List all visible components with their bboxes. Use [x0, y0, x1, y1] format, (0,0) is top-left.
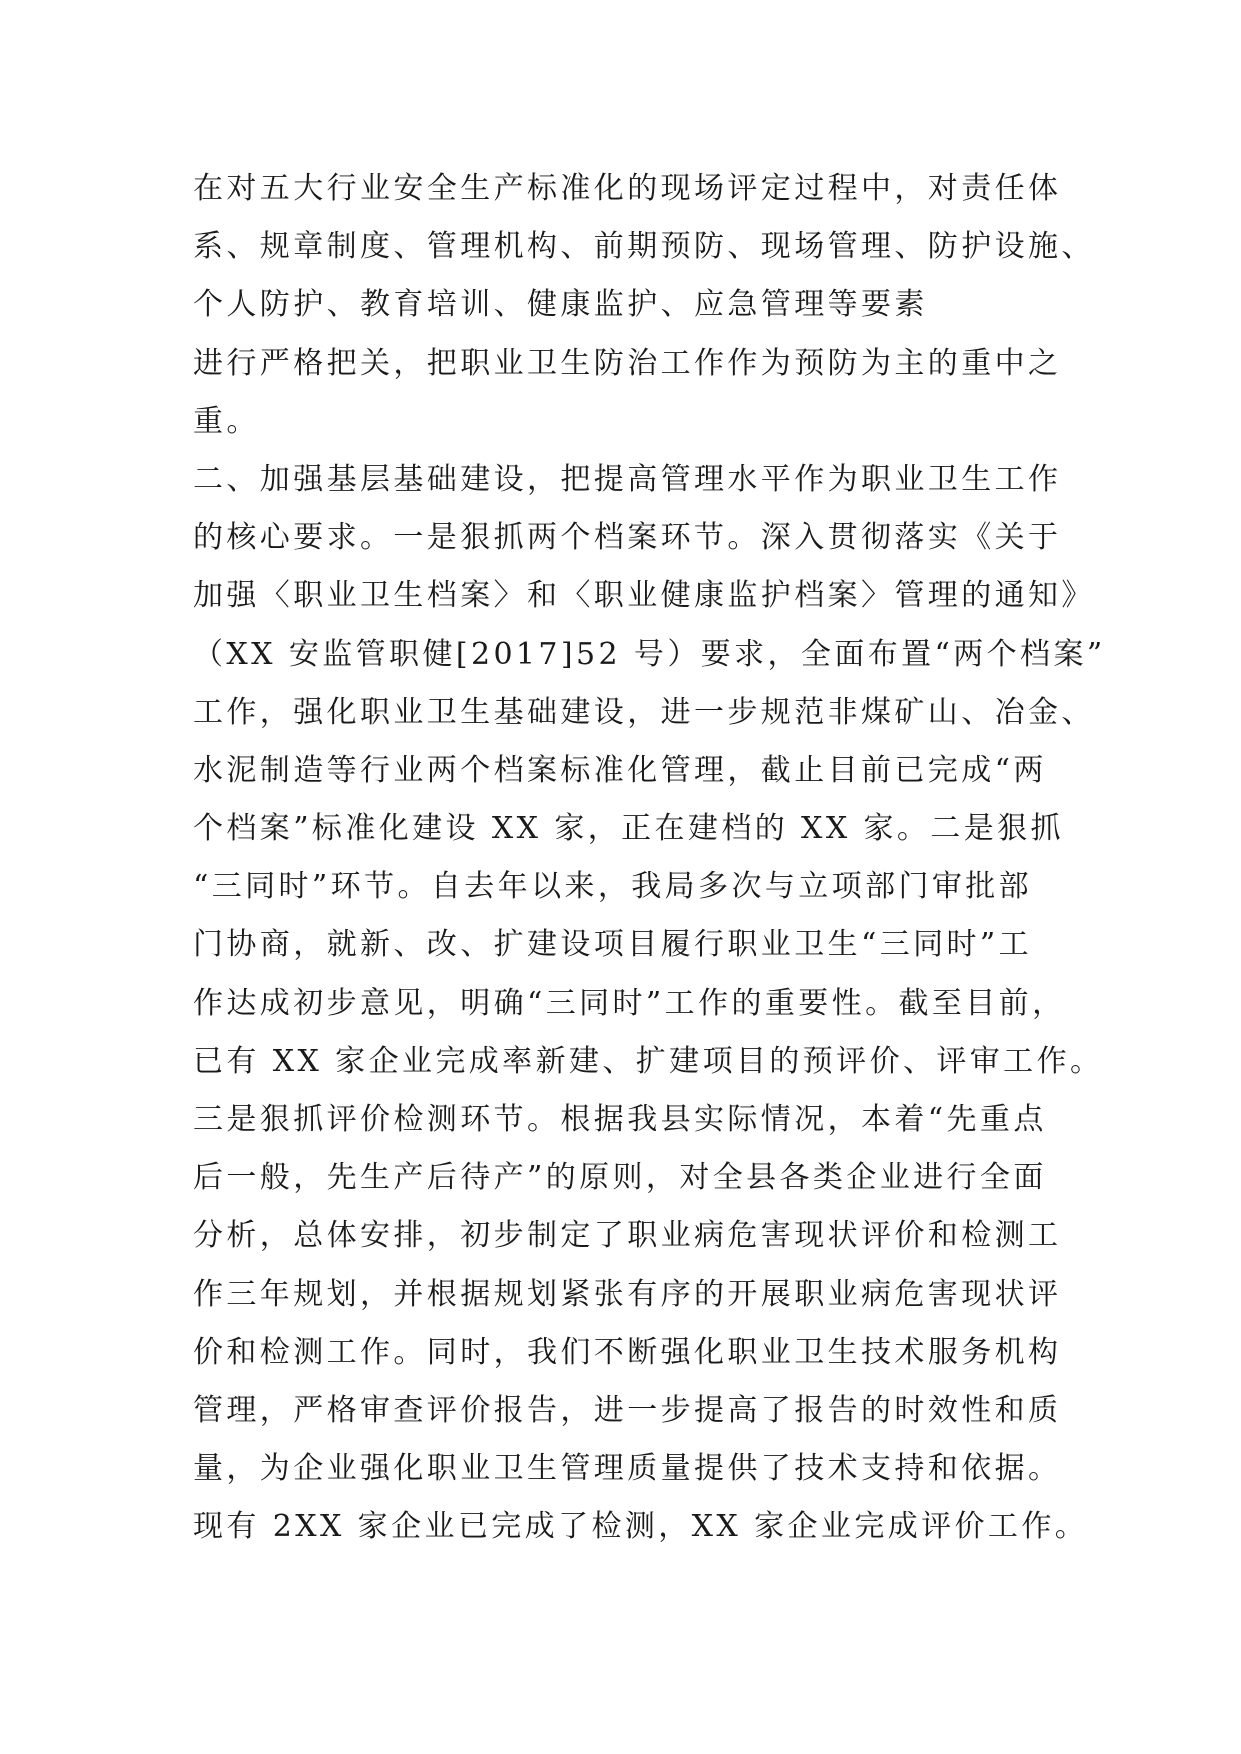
text-line: 作达成初步意见，明确“三同时”工作的重要性。截至目前，	[193, 985, 1066, 1021]
text-line: 作三年规划，并根据规划紧张有序的开展职业病危害现状评	[193, 1276, 1062, 1312]
text-line: （XX 安监管职健[2017]52 号）要求，全面布置“两个档案”	[193, 636, 1106, 672]
text-line: 重。	[193, 403, 260, 439]
text-line: 后一般，先生产后待产”的原则，对全县各类企业进行全面	[193, 1160, 1047, 1196]
text-line: 现有 2XX 家企业已完成了检测，XX 家企业完成评价工作。	[193, 1509, 1089, 1545]
text-line: 量，为企业强化职业卫生管理质量提供了技术支持和依据。	[193, 1451, 1062, 1487]
text-line: “三同时”环节。自去年以来，我局多次与立项部门审批部	[193, 869, 1033, 905]
text-line: 价和检测工作。同时，我们不断强化职业卫生技术服务机构	[193, 1334, 1062, 1370]
text-line: 门协商，就新、改、扩建设项目履行职业卫生“三同时”工	[193, 927, 1033, 963]
text-line: 的核心要求。一是狠抓两个档案环节。深入贯彻落实《关于	[193, 520, 1062, 556]
text-line: 个档案”标准化建设 XX 家，正在建档的 XX 家。二是狠抓	[193, 811, 1064, 847]
text-line: 工作，强化职业卫生基础建设，进一步规范非煤矿山、冶金、	[193, 694, 1095, 730]
text-line: 已有 XX 家企业完成率新建、扩建项目的预评价、评审工作。	[193, 1043, 1104, 1079]
text-line: 二、加强基层基础建设，把提高管理水平作为职业卫生工作	[193, 461, 1062, 497]
text-line: 三是狠抓评价检测环节。根据我县实际情况，本着“先重点	[193, 1102, 1047, 1137]
body-text	[193, 160, 1106, 1557]
text-line: 进行严格把关，把职业卫生防治工作作为预防为主的重中之	[193, 345, 1062, 381]
text-line: 水泥制造等行业两个档案标准化管理，截止目前已完成“两	[193, 752, 1047, 788]
text-line: 系、规章制度、管理机构、前期预防、现场管理、防护设施、	[193, 229, 1095, 265]
text-line: 分析，总体安排，初步制定了职业病危害现状评价和检测工	[193, 1218, 1062, 1254]
text-line: 管理，严格审查评价报告，进一步提高了报告的时效性和质	[193, 1392, 1062, 1428]
text-line: 在对五大行业安全生产标准化的现场评定过程中，对责任体	[193, 171, 1062, 206]
text-line: 加强〈职业卫生档案〉和〈职业健康监护档案〉管理的通知》	[193, 578, 1095, 614]
text-line: 个人防护、教育培训、健康监护、应急管理等要素	[193, 287, 928, 323]
